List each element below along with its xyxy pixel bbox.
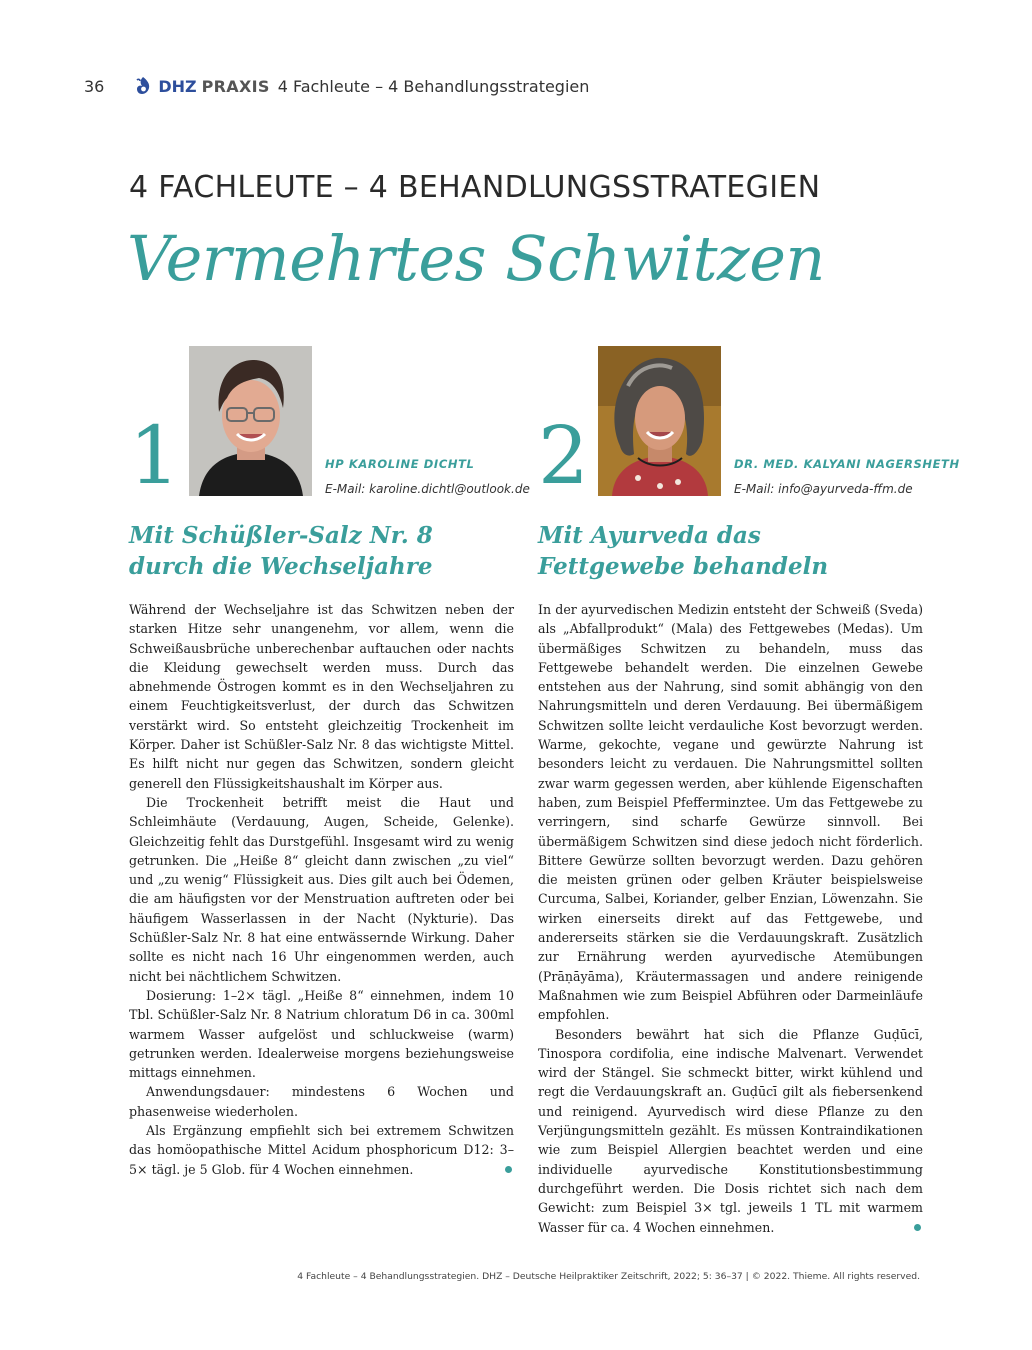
body-paragraph: Anwendungsdauer: mindestens 6 Wochen und phasenweise wiederholen. — [129, 1084, 514, 1119]
article-body — [129, 600, 514, 1177]
article-body — [538, 600, 923, 1235]
author-email[interactable]: E-Mail: karoline.dichtl@outlook.de — [325, 482, 530, 496]
article-kicker: 4 FACHLEUTE – 4 BEHANDLUNGSSTRATEGIEN — [129, 170, 821, 205]
brand-dhz: DHZ — [158, 76, 197, 96]
author-name: HP KAROLINE DICHTL — [325, 457, 475, 471]
author-portrait — [189, 346, 312, 496]
article-number: 1 — [129, 409, 180, 502]
body-paragraph: Besonders bewährt hat sich die Pflanze Guḍūcī, Tinospora cordifolia, eine indische Malvenart. Verwendet wird der Stängel. Sie schmeckt bitter, wirkt kühlend und regt die Verdauungskraft an. Guḍūcī gilt als fiebersenkend und reinigend. Ayurvedisch wird diese Pflanze zu den Verjüngungsmitteln gezählt. Es müssen Kontraindikationen wie zum Beispiel Allergien beachtet werden und eine individuelle ayurvedische Konstitutionsbestimmung durchgeführt werden. Die Dosis richtet sich nach dem Gewicht: zum Beispiel 3× tgl. jeweils 1 TL mit warmem Wasser für ca. 4 Wochen einnehmen. — [538, 1026, 923, 1235]
page-footer: 4 Fachleute – 4 Behandlungsstrategien. DHZ – Deutsche Heilpraktiker Zeitschrift, 2022; 5: 36–37 | © 2022. Thieme. All rights reserved. — [297, 1271, 920, 1282]
body-paragraph: In der ayurvedischen Medizin entsteht der Schweiß (Sveda) als „Abfallprodukt“ (Mala) des Fettgewebes (Medas). Um übermäßiges Schwitzen zu behandeln, muss das Fettgewebe behandelt werden. Die einzelnen Gewebe entstehen aus der Nahrung, sind somit abhängig von den Nahrungsmitteln und deren Verdauung. Bei übermäßigem Schwitzen sollte leicht verdauliche Kost bevorzugt werden. Warme, gekochte, vegane und gewürzte Nahrung ist besonders leicht zu verdauen. Die Nahrungsmittel sollten zwar warm gegessen werden, aber kühlende Eigenschaften haben, zum Beispiel Pfefferminztee. Um das Fettgewebe zu verringern, sind scharfe Gewürze sinnvoll. Bei übermäßigem Schwitzen sind diese jedoch nicht förderlich. Bittere Gewürze sollten bevorzugt werden. Dazu gehören die meisten grünen oder gelben Kräuter beispielsweise Curcuma, Salbei, Koriander, gelber Enzian, Löwenzahn. Sie wirken einerseits direkt auf das Fettgewebe, und andererseits stärken sie die Verdauungskraft. Zusätzlich zur Ernährung werden ayurvedische Atemübungen (Prāṇāyāma), Kräutermassagen und andere reinigende Maßnahmen wie zum Beispiel Abführen oder Darmeinläufe empfohlen. — [538, 602, 923, 1023]
body-paragraph: Dosierung: 1–2× tägl. „Heiße 8“ einnehmen, indem 10 Tbl. Schüßler-Salz Nr. 8 Natrium chloratum D6 in ca. 300ml warmem Wasser aufgelöst und schluckweise (warm) getrunken werden. Idealerweise morgens beziehungsweise mittags einnehmen. — [129, 987, 514, 1081]
body-paragraph: Als Ergänzung empfiehlt sich bei extremem Schwitzen das homöopathische Mittel Acidum phosphoricum D12: 3–5× tägl. je 5 Glob. für 4 Wochen einnehmen. — [129, 1123, 514, 1177]
body-paragraph: Die Trockenheit betrifft meist die Haut und Schleimhäute (Verdauung, Augen, Scheide, Gelenke). Gleichzeitig fehlt das Durstgefühl. Insgesamt wird zu wenig getrunken. Die „Heiße 8“ gleicht dann zwischen „zu viel“ und „zu wenig“ Flüssigkeit aus. Dies gilt auch bei Ödemen, die am häufigsten vor der Menstruation auftreten oder bei häufigem Wasserlassen in der Nacht (Nykturie). Das Schüßler-Salz Nr. 8 hat eine entwässernde Wirkung. Daher sollte es nicht nach 16 Uhr eingenommen werden, auch nicht bei nächtlichem Schwitzen. — [129, 794, 514, 984]
end-mark-icon — [505, 1166, 512, 1173]
author-block — [129, 346, 530, 506]
author-portrait — [598, 346, 721, 496]
end-mark-icon — [914, 1224, 921, 1231]
article-heading: Mit Ayurveda das Fettgewebe behandeln — [538, 522, 829, 580]
article-title: Vermehrtes Schwitzen — [127, 222, 825, 295]
page-number: 36 — [84, 76, 105, 96]
body-paragraph: Während der Wechseljahre ist das Schwitzen neben der starken Hitze sehr unangenehm, vor allem, wenn die Schweißausbrüche unberechenbar auftauchen oder nachts die Kleidung gewechselt werden muss. Durch das abnehmende Östrogen kommt es in den Wechseljahren zu einem Feuchtigkeitsverlust, der durch das Schwitzen verstärkt wird. So entsteht gleichzeitig Trockenheit im Körper. Daher ist Schüßler-Salz Nr. 8 das wichtigste Mittel. Es hilft nicht nur gegen das Schwitzen, sondern gleicht generell den Flüssigkeitshaushalt im Körper aus. — [129, 602, 514, 791]
article-column-1 — [129, 346, 530, 1177]
running-header — [84, 74, 589, 98]
author-name: DR. MED. KALYANI NAGERSHETH — [734, 457, 960, 471]
section-title: 4 Fachleute – 4 Behandlungsstrategien — [277, 76, 590, 96]
author-block — [538, 346, 960, 506]
brand-praxis: PRAXIS — [201, 76, 270, 96]
article-heading: Mit Schüßler-Salz Nr. 8 durch die Wechseljahre — [129, 522, 433, 580]
dhz-logo-icon — [134, 76, 152, 96]
author-email[interactable]: E-Mail: info@ayurveda-ffm.de — [734, 482, 913, 496]
article-column-2 — [538, 346, 960, 1235]
article-number: 2 — [538, 409, 589, 502]
